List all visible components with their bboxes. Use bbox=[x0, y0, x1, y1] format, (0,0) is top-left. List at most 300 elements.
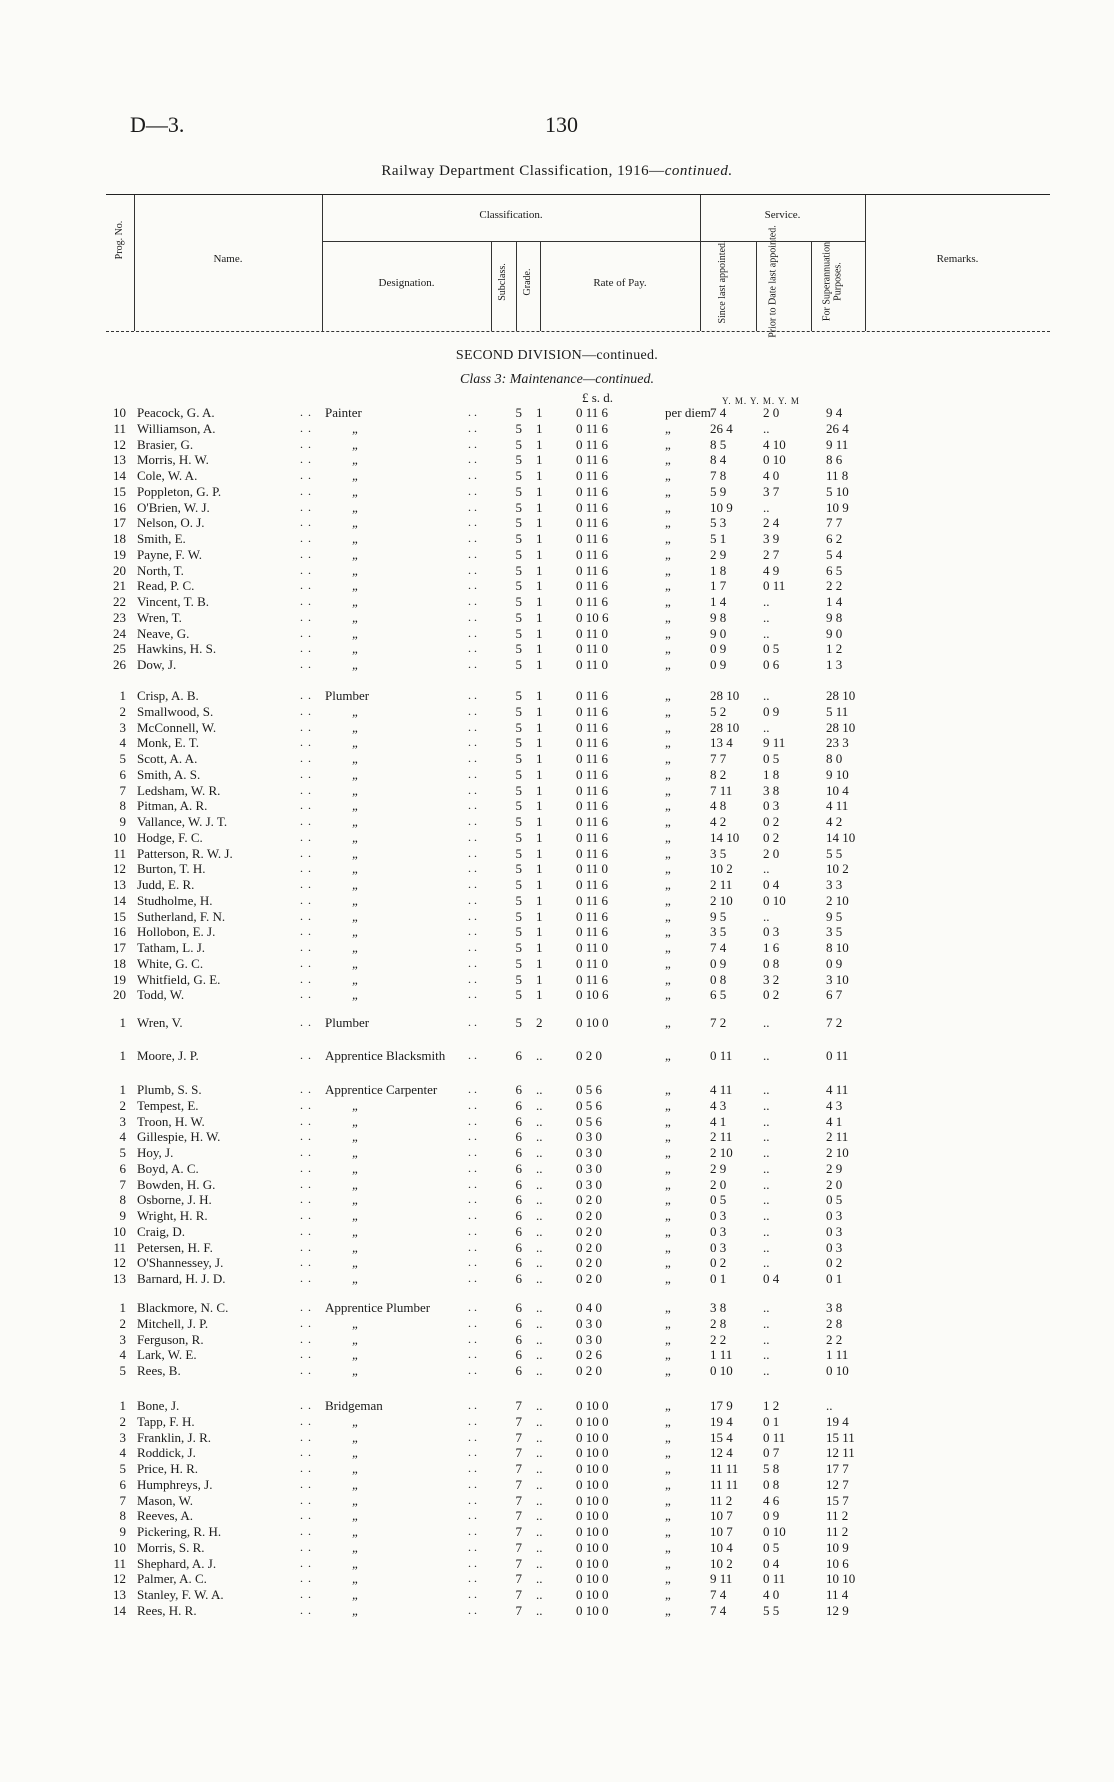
dot-leader: . . bbox=[300, 1461, 312, 1475]
subclass: 5 bbox=[515, 924, 522, 940]
prog-no: 16 bbox=[113, 924, 126, 940]
prior-to-date-appointed: 0 9 bbox=[763, 1508, 780, 1524]
table-row bbox=[0, 500, 1114, 515]
subclass: 5 bbox=[515, 766, 522, 782]
dot-leader: . . bbox=[468, 1398, 477, 1412]
dot-leader: . . bbox=[468, 1048, 477, 1062]
dot-leader: . . bbox=[300, 405, 312, 419]
prog-no: 1 bbox=[119, 688, 126, 703]
prog-no: 14 bbox=[113, 1602, 126, 1618]
superannuation-service: 0 1 bbox=[826, 1271, 843, 1286]
dot-leader: . . bbox=[300, 1429, 312, 1444]
since-last-appointed: 4 2 bbox=[710, 814, 727, 829]
designation: „ bbox=[352, 657, 360, 672]
prior-to-date-appointed: 2 7 bbox=[763, 546, 780, 562]
pay-period: „ bbox=[665, 1015, 671, 1030]
staff-name: Price, H. R. bbox=[137, 1461, 199, 1476]
subclass: 7 bbox=[515, 1539, 522, 1555]
rate-of-pay: 0 11 6 bbox=[576, 798, 609, 814]
staff-name: Read, P. C. bbox=[137, 578, 195, 594]
table-row bbox=[0, 1161, 1114, 1176]
since-last-appointed: 4 1 bbox=[710, 1113, 727, 1129]
grade: 1 bbox=[536, 452, 543, 468]
pay-period: „ bbox=[665, 1300, 671, 1315]
subclass: 5 bbox=[515, 940, 522, 955]
rate-of-pay: 0 11 6 bbox=[576, 688, 609, 703]
dot-leader: . . bbox=[300, 1445, 312, 1460]
subclass: 5 bbox=[515, 468, 522, 483]
prog-no: 12 bbox=[113, 861, 126, 877]
rate-of-pay: 0 3 0 bbox=[576, 1315, 602, 1331]
grade: .. bbox=[536, 1082, 543, 1097]
prior-to-date-appointed: .. bbox=[763, 1015, 770, 1030]
staff-name: Todd, W. bbox=[137, 987, 185, 1003]
grade: 1 bbox=[536, 531, 543, 546]
dot-leader: . . bbox=[300, 1315, 312, 1330]
staff-name: Monk, E. T. bbox=[137, 735, 199, 751]
rate-of-pay: 0 10 0 bbox=[576, 1602, 609, 1618]
dot-leader: . . bbox=[468, 578, 477, 593]
superannuation-service: 0 2 bbox=[826, 1255, 843, 1271]
superannuation-service: 2 9 bbox=[826, 1160, 843, 1176]
subclass: 5 bbox=[515, 420, 522, 436]
table-row bbox=[0, 751, 1114, 766]
staff-name: Bone, J. bbox=[137, 1398, 180, 1413]
dot-leader: . . bbox=[300, 1508, 312, 1523]
designation: „ bbox=[352, 1602, 360, 1618]
prog-no: 7 bbox=[119, 1176, 126, 1192]
since-last-appointed: 10 7 bbox=[710, 1508, 733, 1524]
staff-name: Brasier, G. bbox=[137, 436, 194, 452]
superannuation-service: 1 4 bbox=[826, 594, 843, 609]
prior-to-date-appointed: .. bbox=[763, 1176, 770, 1192]
prior-to-date-appointed: 0 11 bbox=[763, 1429, 786, 1445]
designation: Apprentice Blacksmith bbox=[325, 1048, 446, 1063]
designation: „ bbox=[352, 971, 360, 987]
prog-no: 5 bbox=[119, 751, 126, 766]
prior-to-date-appointed: 9 11 bbox=[763, 735, 786, 751]
grade: 1 bbox=[536, 578, 543, 594]
prog-no: 1 bbox=[119, 1048, 126, 1063]
dot-leader: . . bbox=[468, 1271, 477, 1285]
prog-no: 20 bbox=[113, 987, 126, 1003]
rate-of-pay: 0 3 0 bbox=[576, 1129, 602, 1145]
subclass: 5 bbox=[515, 845, 522, 861]
prior-to-date-appointed: 0 3 bbox=[763, 924, 780, 940]
subclass: 6 bbox=[515, 1176, 522, 1192]
subclass: 6 bbox=[515, 1208, 522, 1223]
staff-name: Whitfield, G. E. bbox=[137, 971, 221, 987]
prior-to-date-appointed: 3 2 bbox=[763, 971, 780, 987]
subclass: 5 bbox=[515, 829, 522, 845]
designation: „ bbox=[352, 531, 360, 546]
rate-of-pay: 0 11 6 bbox=[576, 452, 609, 468]
since-last-appointed: 12 4 bbox=[710, 1445, 733, 1461]
grade: 1 bbox=[536, 468, 543, 483]
grade: .. bbox=[536, 1445, 543, 1461]
pay-period: „ bbox=[665, 1413, 671, 1429]
prog-no: 12 bbox=[113, 1255, 126, 1271]
dot-leader: . . bbox=[300, 1048, 312, 1062]
pay-period: „ bbox=[665, 1097, 671, 1113]
subclass: 7 bbox=[515, 1524, 522, 1539]
staff-name: Hollobon, E. J. bbox=[137, 924, 216, 940]
grade: .. bbox=[536, 1129, 543, 1145]
prior-to-date-appointed: .. bbox=[763, 908, 770, 924]
grade: 1 bbox=[536, 609, 543, 625]
staff-name: Hodge, F. C. bbox=[137, 829, 203, 845]
prior-to-date-appointed: 0 5 bbox=[763, 751, 780, 766]
dot-leader: . . bbox=[300, 1160, 312, 1175]
designation: „ bbox=[352, 546, 360, 562]
prior-to-date-appointed: .. bbox=[763, 499, 770, 515]
prior-to-date-appointed: 2 0 bbox=[763, 405, 780, 420]
dot-leader: . . bbox=[468, 1445, 477, 1460]
pay-period: „ bbox=[665, 1461, 671, 1476]
pay-period: „ bbox=[665, 483, 671, 499]
superannuation-service: 7 2 bbox=[826, 1015, 843, 1030]
prog-no: 8 bbox=[119, 1192, 126, 1208]
subclass: 6 bbox=[515, 1097, 522, 1113]
designation: „ bbox=[352, 766, 360, 782]
grade: 1 bbox=[536, 924, 543, 940]
dot-leader: . . bbox=[468, 641, 477, 656]
superannuation-service: 11 2 bbox=[826, 1508, 849, 1524]
grade: .. bbox=[536, 1347, 543, 1363]
pay-period: „ bbox=[665, 1048, 671, 1063]
since-last-appointed: 0 5 bbox=[710, 1192, 727, 1208]
dot-leader: . . bbox=[468, 1113, 477, 1128]
dot-leader: . . bbox=[300, 798, 312, 813]
dot-leader: . . bbox=[300, 1398, 312, 1412]
rate-of-pay: 0 2 0 bbox=[576, 1192, 602, 1208]
prior-to-date-appointed: 0 8 bbox=[763, 955, 780, 971]
dot-leader: . . bbox=[468, 1413, 477, 1428]
rate-of-pay: 0 2 0 bbox=[576, 1208, 602, 1223]
pay-period: „ bbox=[665, 1571, 671, 1587]
dot-leader: . . bbox=[300, 499, 312, 514]
subclass: 5 bbox=[515, 436, 522, 452]
dot-leader: . . bbox=[300, 987, 312, 1002]
rate-of-pay: 0 2 0 bbox=[576, 1255, 602, 1271]
table-row bbox=[0, 641, 1114, 656]
staff-name: Stanley, F. W. A. bbox=[137, 1587, 224, 1602]
designation: „ bbox=[352, 1176, 360, 1192]
staff-name: Hawkins, H. S. bbox=[137, 641, 217, 657]
dot-leader: . . bbox=[300, 861, 312, 876]
superannuation-service: 4 3 bbox=[826, 1097, 843, 1113]
subclass: 5 bbox=[515, 405, 522, 420]
dot-leader: . . bbox=[300, 1097, 312, 1112]
prog-no: 11 bbox=[113, 420, 126, 436]
dot-leader: . . bbox=[468, 940, 477, 954]
designation: „ bbox=[352, 1113, 360, 1129]
page-number: 130 bbox=[545, 112, 578, 137]
staff-name: Wright, H. R. bbox=[137, 1208, 208, 1223]
designation: Plumber bbox=[325, 688, 370, 703]
superannuation-service: 15 7 bbox=[826, 1492, 849, 1508]
pay-period: „ bbox=[665, 531, 671, 546]
prior-to-date-appointed: 5 5 bbox=[763, 1602, 780, 1618]
rate-of-pay: 0 11 0 bbox=[576, 657, 609, 672]
grade: 1 bbox=[536, 562, 543, 578]
table-row bbox=[0, 846, 1114, 861]
rate-of-pay: 0 11 0 bbox=[576, 955, 609, 971]
pay-period: „ bbox=[665, 1208, 671, 1223]
grade: .. bbox=[536, 1097, 543, 1113]
prog-no: 24 bbox=[113, 625, 126, 641]
rate-of-pay: 0 10 0 bbox=[576, 1461, 609, 1476]
grade: 1 bbox=[536, 735, 543, 751]
dot-leader: . . bbox=[468, 420, 477, 435]
pay-period: „ bbox=[665, 1255, 671, 1271]
rate-of-pay: 0 11 6 bbox=[576, 829, 609, 845]
since-last-appointed: 0 8 bbox=[710, 971, 727, 987]
dot-leader: . . bbox=[300, 1255, 312, 1270]
rate-of-pay: 0 11 6 bbox=[576, 515, 609, 531]
dot-leader: . . bbox=[300, 546, 312, 561]
prior-to-date-appointed: 5 8 bbox=[763, 1461, 780, 1476]
pay-period: „ bbox=[665, 1492, 671, 1508]
designation: „ bbox=[352, 452, 360, 468]
grade: 1 bbox=[536, 877, 543, 892]
prog-no: 15 bbox=[113, 908, 126, 924]
prior-to-date-appointed: 2 4 bbox=[763, 515, 780, 531]
rate-of-pay: 0 11 0 bbox=[576, 940, 609, 955]
dot-leader: . . bbox=[468, 1587, 477, 1601]
prog-no: 13 bbox=[113, 877, 126, 892]
dot-leader: . . bbox=[300, 766, 312, 781]
designation: „ bbox=[352, 1208, 360, 1223]
designation: „ bbox=[352, 1476, 360, 1492]
prog-no: 2 bbox=[119, 1413, 126, 1429]
table-row bbox=[0, 578, 1114, 593]
table-row bbox=[0, 1015, 1114, 1030]
pay-period: „ bbox=[665, 908, 671, 924]
rate-of-pay: 0 11 6 bbox=[576, 924, 609, 940]
dot-leader: . . bbox=[300, 751, 312, 765]
prior-to-date-appointed: .. bbox=[763, 1255, 770, 1271]
pay-period: „ bbox=[665, 892, 671, 908]
dot-leader: . . bbox=[468, 1315, 477, 1330]
dot-leader: . . bbox=[468, 1223, 477, 1238]
superannuation-service: 12 11 bbox=[826, 1445, 855, 1461]
subclass: 5 bbox=[515, 531, 522, 546]
dot-leader: . . bbox=[300, 1602, 312, 1617]
grade: .. bbox=[536, 1413, 543, 1429]
since-last-appointed: 28 10 bbox=[710, 719, 740, 735]
rate-of-pay: 0 11 6 bbox=[576, 892, 609, 908]
dot-leader: . . bbox=[300, 483, 312, 498]
grade: .. bbox=[536, 1113, 543, 1129]
grade: 1 bbox=[536, 845, 543, 861]
staff-name: Shephard, A. J. bbox=[137, 1555, 217, 1571]
prog-no: 20 bbox=[113, 562, 126, 578]
since-last-appointed: 1 8 bbox=[710, 562, 727, 578]
subclass: 7 bbox=[515, 1476, 522, 1492]
grade: 1 bbox=[536, 751, 543, 766]
table-row bbox=[0, 1540, 1114, 1555]
dot-leader: . . bbox=[468, 531, 477, 545]
rate-of-pay: 0 11 6 bbox=[576, 814, 609, 829]
grade: .. bbox=[536, 1571, 543, 1587]
staff-name: Bowden, H. G. bbox=[137, 1176, 216, 1192]
designation: „ bbox=[352, 798, 360, 814]
subclass: 6 bbox=[515, 1048, 522, 1063]
superannuation-service: 12 9 bbox=[826, 1602, 849, 1618]
staff-name: Burton, T. H. bbox=[137, 861, 206, 877]
table-row bbox=[0, 1603, 1114, 1618]
since-last-appointed: 8 4 bbox=[710, 452, 727, 468]
prior-to-date-appointed: 0 8 bbox=[763, 1476, 780, 1492]
prog-no: 9 bbox=[119, 814, 126, 829]
table-row bbox=[0, 626, 1114, 641]
rate-of-pay: 0 11 6 bbox=[576, 877, 609, 892]
subclass: 6 bbox=[515, 1271, 522, 1286]
superannuation-service: 0 10 bbox=[826, 1363, 849, 1378]
staff-name: McConnell, W. bbox=[137, 719, 217, 735]
subclass: 5 bbox=[515, 641, 522, 657]
dot-leader: . . bbox=[468, 703, 477, 718]
staff-name: Petersen, H. F. bbox=[137, 1239, 213, 1255]
designation: „ bbox=[352, 1555, 360, 1571]
prior-to-date-appointed: 1 6 bbox=[763, 940, 780, 955]
grade: .. bbox=[536, 1587, 543, 1602]
prior-to-date-appointed: 1 2 bbox=[763, 1398, 780, 1413]
table-row bbox=[0, 1048, 1114, 1063]
prog-no: 14 bbox=[113, 892, 126, 908]
pay-period: „ bbox=[665, 1524, 671, 1539]
superannuation-service: 10 4 bbox=[826, 782, 849, 798]
pay-period: „ bbox=[665, 1192, 671, 1208]
pay-period: „ bbox=[665, 814, 671, 829]
dot-leader: . . bbox=[468, 1555, 477, 1570]
since-last-appointed: 5 1 bbox=[710, 531, 727, 546]
table-row bbox=[0, 1571, 1114, 1586]
dot-leader: . . bbox=[300, 1347, 312, 1362]
staff-name: Sutherland, F. N. bbox=[137, 908, 226, 924]
subclass: 6 bbox=[515, 1082, 522, 1097]
designation: „ bbox=[352, 1239, 360, 1255]
rate-of-pay: 0 11 6 bbox=[576, 531, 609, 546]
superannuation-service: 10 9 bbox=[826, 1539, 849, 1555]
prog-no: 12 bbox=[113, 1571, 126, 1587]
table-row bbox=[0, 1098, 1114, 1113]
designation: „ bbox=[352, 1445, 360, 1461]
staff-name: Crisp, A. B. bbox=[137, 688, 199, 703]
prior-to-date-appointed: .. bbox=[763, 625, 770, 641]
since-last-appointed: 0 11 bbox=[710, 1048, 733, 1063]
prior-to-date-appointed: .. bbox=[763, 420, 770, 436]
dot-leader: . . bbox=[300, 1129, 312, 1144]
rate-of-pay: 0 3 0 bbox=[576, 1331, 602, 1347]
since-last-appointed: 1 4 bbox=[710, 594, 727, 609]
dot-leader: . . bbox=[468, 468, 477, 482]
grade: .. bbox=[536, 1192, 543, 1208]
prior-to-date-appointed: .. bbox=[763, 1223, 770, 1239]
pay-period: „ bbox=[665, 1331, 671, 1347]
since-last-appointed: 0 3 bbox=[710, 1208, 727, 1223]
dot-leader: . . bbox=[300, 971, 312, 986]
staff-name: Craig, D. bbox=[137, 1223, 186, 1239]
prog-no: 18 bbox=[113, 531, 126, 546]
subclass: 6 bbox=[515, 1315, 522, 1331]
superannuation-service: 0 3 bbox=[826, 1208, 843, 1223]
dot-leader: . . bbox=[468, 1082, 477, 1096]
designation: „ bbox=[352, 751, 360, 766]
dot-leader: . . bbox=[300, 1571, 312, 1586]
table-row bbox=[0, 1114, 1114, 1129]
staff-name: Vincent, T. B. bbox=[137, 594, 210, 609]
dot-leader: . . bbox=[468, 1347, 477, 1362]
prog-no: 3 bbox=[119, 1429, 126, 1445]
grade: 1 bbox=[536, 971, 543, 987]
dot-leader: . . bbox=[300, 1587, 312, 1601]
grade: .. bbox=[536, 1239, 543, 1255]
table-row bbox=[0, 877, 1114, 892]
subclass: 5 bbox=[515, 908, 522, 924]
dot-leader: . . bbox=[468, 814, 477, 828]
dot-leader: . . bbox=[468, 829, 477, 844]
superannuation-service: .. bbox=[826, 1398, 833, 1413]
rate-of-pay: 0 11 6 bbox=[576, 436, 609, 452]
rate-of-pay: 0 3 0 bbox=[576, 1176, 602, 1192]
designation: „ bbox=[352, 625, 360, 641]
designation: „ bbox=[352, 703, 360, 719]
dot-leader: . . bbox=[300, 1239, 312, 1254]
table-row bbox=[0, 452, 1114, 467]
grade: .. bbox=[536, 1398, 543, 1413]
prog-no: 26 bbox=[113, 657, 126, 672]
pay-period: „ bbox=[665, 1129, 671, 1145]
staff-name: Vallance, W. J. T. bbox=[137, 814, 228, 829]
designation: „ bbox=[352, 515, 360, 531]
prog-no: 2 bbox=[119, 1097, 126, 1113]
pay-period: „ bbox=[665, 940, 671, 955]
subclass: 6 bbox=[515, 1145, 522, 1160]
designation: „ bbox=[352, 877, 360, 892]
designation: „ bbox=[352, 1347, 360, 1363]
rate-of-pay: 0 11 0 bbox=[576, 861, 609, 877]
prior-to-date-appointed: 3 8 bbox=[763, 782, 780, 798]
subclass: 7 bbox=[515, 1413, 522, 1429]
since-last-appointed: 2 9 bbox=[710, 1160, 727, 1176]
staff-name: O'Shannessey, J. bbox=[137, 1255, 224, 1271]
grade: 1 bbox=[536, 955, 543, 971]
superannuation-service: 11 8 bbox=[826, 468, 849, 483]
table-row bbox=[0, 437, 1114, 452]
staff-name: Pickering, R. H. bbox=[137, 1524, 222, 1539]
pay-period: „ bbox=[665, 1398, 671, 1413]
since-last-appointed: 7 7 bbox=[710, 751, 727, 766]
pay-period: „ bbox=[665, 1315, 671, 1331]
staff-name: Gillespie, H. W. bbox=[137, 1129, 221, 1145]
since-last-appointed: 9 11 bbox=[710, 1571, 733, 1587]
rate-of-pay: 0 11 6 bbox=[576, 546, 609, 562]
rate-of-pay: 0 11 0 bbox=[576, 641, 609, 657]
dot-leader: . . bbox=[468, 546, 477, 561]
grade: 1 bbox=[536, 420, 543, 436]
dot-leader: . . bbox=[300, 892, 312, 907]
dot-leader: . . bbox=[300, 1113, 312, 1128]
prog-no: 11 bbox=[113, 1239, 126, 1255]
dot-leader: . . bbox=[468, 657, 477, 671]
table-row bbox=[0, 924, 1114, 939]
superannuation-service: 0 11 bbox=[826, 1048, 849, 1063]
subclass: 5 bbox=[515, 625, 522, 641]
subclass: 5 bbox=[515, 515, 522, 531]
dot-leader: . . bbox=[300, 1539, 312, 1554]
